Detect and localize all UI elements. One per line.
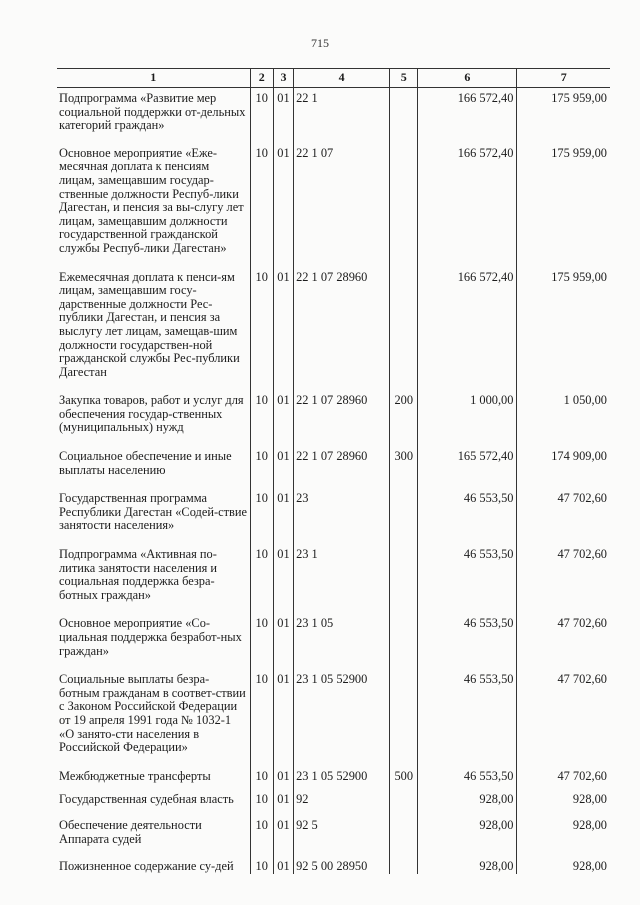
table-row bbox=[57, 267, 610, 391]
row-name-cell: Подпрограмма «Развитие мер социальной поддержки от-дельных категорий граждан» bbox=[59, 91, 246, 133]
table-row bbox=[57, 488, 610, 544]
section-cell: 10 bbox=[250, 856, 273, 874]
amount-year2-cell: 47 702,60 bbox=[517, 766, 610, 790]
section-cell: 10 bbox=[250, 267, 273, 391]
expense-type-cell: 300 bbox=[390, 446, 418, 488]
section-cell: 10 bbox=[250, 613, 273, 669]
row-name-cell: Государственная судебная власть bbox=[59, 792, 234, 807]
column-header: 6 bbox=[418, 69, 517, 88]
row-name-cell: Основное мероприятие «Со-циальная поддержка безработ-ных граждан» bbox=[59, 616, 242, 658]
target-code-cell: 92 5 00 28950 bbox=[294, 856, 390, 874]
amount-year2-cell: 47 702,60 bbox=[517, 669, 610, 766]
amount-year1-cell: 166 572,40 bbox=[418, 88, 517, 143]
amount-year1-cell: 928,00 bbox=[418, 856, 517, 874]
subsection-cell: 01 bbox=[273, 815, 293, 856]
table-row bbox=[57, 789, 610, 815]
row-name-cell: Социальные выплаты безра-ботным гражданам в соответ-ствии с Законом Российской Федерации от 19 апреля 1991 года № 1032-1 «О занято-сти населения в Российской Федерации» bbox=[59, 672, 246, 755]
section-cell: 10 bbox=[250, 544, 273, 613]
amount-year1-cell: 46 553,50 bbox=[418, 669, 517, 766]
table-row bbox=[57, 88, 610, 143]
row-name-cell: Подпрограмма «Активная по-литика занятости населения и социальная поддержка безра-ботных граждан» bbox=[59, 547, 218, 602]
subsection-cell: 01 bbox=[273, 544, 293, 613]
column-header: 1 bbox=[57, 69, 250, 88]
amount-year1-cell: 46 553,50 bbox=[418, 613, 517, 669]
amount-year2-cell: 174 909,00 bbox=[517, 446, 610, 488]
subsection-cell: 01 bbox=[273, 669, 293, 766]
amount-year2-cell: 47 702,60 bbox=[517, 613, 610, 669]
table-row bbox=[57, 143, 610, 267]
expense-type-cell bbox=[390, 789, 418, 815]
column-header: 4 bbox=[294, 69, 390, 88]
table-body bbox=[57, 88, 610, 874]
target-code-cell: 23 1 bbox=[294, 544, 390, 613]
row-name-cell: Государственная программа Республики Дагестан «Содей-ствие занятости населения» bbox=[59, 491, 247, 533]
amount-year2-cell: 175 959,00 bbox=[517, 143, 610, 267]
amount-year2-cell: 47 702,60 bbox=[517, 544, 610, 613]
column-header: 2 bbox=[250, 69, 273, 88]
target-code-cell: 92 bbox=[294, 789, 390, 815]
amount-year2-cell: 1 050,00 bbox=[517, 390, 610, 446]
page-number: 715 bbox=[311, 36, 329, 50]
subsection-cell: 01 bbox=[273, 446, 293, 488]
column-header: 5 bbox=[390, 69, 418, 88]
table-row bbox=[57, 613, 610, 669]
row-name-cell: Пожизненное содержание су-дей bbox=[59, 859, 234, 874]
expense-type-cell bbox=[390, 544, 418, 613]
target-code-cell: 22 1 07 bbox=[294, 143, 390, 267]
target-code-cell: 23 1 05 52900 bbox=[294, 766, 390, 790]
subsection-cell: 01 bbox=[273, 390, 293, 446]
table-row bbox=[57, 669, 610, 766]
section-cell: 10 bbox=[250, 143, 273, 267]
table-row bbox=[57, 766, 610, 790]
section-cell: 10 bbox=[250, 789, 273, 815]
row-name-cell: Межбюджетные трансферты bbox=[59, 768, 211, 783]
subsection-cell: 01 bbox=[273, 766, 293, 790]
target-code-cell: 22 1 bbox=[294, 88, 390, 143]
subsection-cell: 01 bbox=[273, 856, 293, 874]
section-cell: 10 bbox=[250, 815, 273, 856]
amount-year1-cell: 46 553,50 bbox=[418, 488, 517, 544]
table-row bbox=[57, 815, 610, 856]
amount-year1-cell: 928,00 bbox=[418, 789, 517, 815]
amount-year2-cell: 928,00 bbox=[517, 856, 610, 874]
amount-year1-cell: 166 572,40 bbox=[418, 267, 517, 391]
target-code-cell: 23 1 05 bbox=[294, 613, 390, 669]
table-row bbox=[57, 856, 610, 874]
target-code-cell: 22 1 07 28960 bbox=[294, 390, 390, 446]
subsection-cell: 01 bbox=[273, 488, 293, 544]
target-code-cell: 22 1 07 28960 bbox=[294, 267, 390, 391]
amount-year2-cell: 928,00 bbox=[517, 789, 610, 815]
expense-type-cell bbox=[390, 143, 418, 267]
row-name-cell: Ежемесячная доплата к пенси-ям лицам, замещавшим госу-дарственные должности Рес-публики Дагестан, и пенсия за выслугу лет лицам, замещав-шим должности государствен-ной гражданской службы Рес-публики Дагестан bbox=[59, 269, 240, 379]
amount-year2-cell: 47 702,60 bbox=[517, 488, 610, 544]
row-name-cell: Основное мероприятие «Еже-месячная доплата к пенсиям лицам, замещавшим государ-ственные должности Респуб-лики Дагестан, и пенсия за вы-слугу лет лицам, замещавшим должности государственной гражданской службы Респуб-лики Дагестан» bbox=[59, 145, 244, 255]
section-cell: 10 bbox=[250, 766, 273, 790]
amount-year2-cell: 175 959,00 bbox=[517, 267, 610, 391]
section-cell: 10 bbox=[250, 390, 273, 446]
target-code-cell: 23 1 05 52900 bbox=[294, 669, 390, 766]
section-cell: 10 bbox=[250, 88, 273, 143]
table-row bbox=[57, 390, 610, 446]
target-code-cell: 23 bbox=[294, 488, 390, 544]
amount-year1-cell: 46 553,50 bbox=[418, 766, 517, 790]
table-header-row bbox=[57, 69, 610, 88]
row-name-cell: Закупка товаров, работ и услуг для обеспечения государ-ственных (муниципальных) нужд bbox=[59, 393, 244, 435]
subsection-cell: 01 bbox=[273, 88, 293, 143]
row-name-cell: Обеспечение деятельности Аппарата судей bbox=[59, 817, 202, 846]
amount-year1-cell: 165 572,40 bbox=[418, 446, 517, 488]
budget-table bbox=[57, 68, 610, 874]
amount-year2-cell: 175 959,00 bbox=[517, 88, 610, 143]
section-cell: 10 bbox=[250, 488, 273, 544]
expense-type-cell: 200 bbox=[390, 390, 418, 446]
expense-type-cell: 500 bbox=[390, 766, 418, 790]
target-code-cell: 92 5 bbox=[294, 815, 390, 856]
column-header: 3 bbox=[273, 69, 293, 88]
subsection-cell: 01 bbox=[273, 143, 293, 267]
expense-type-cell bbox=[390, 88, 418, 143]
expense-type-cell bbox=[390, 488, 418, 544]
amount-year1-cell: 166 572,40 bbox=[418, 143, 517, 267]
expense-type-cell bbox=[390, 267, 418, 391]
expense-type-cell bbox=[390, 856, 418, 874]
subsection-cell: 01 bbox=[273, 613, 293, 669]
column-header: 7 bbox=[517, 69, 610, 88]
row-name-cell: Социальное обеспечение и иные выплаты населению bbox=[59, 449, 232, 477]
table-row bbox=[57, 544, 610, 613]
section-cell: 10 bbox=[250, 446, 273, 488]
target-code-cell: 22 1 07 28960 bbox=[294, 446, 390, 488]
table-row bbox=[57, 446, 610, 488]
amount-year1-cell: 928,00 bbox=[418, 815, 517, 856]
subsection-cell: 01 bbox=[273, 789, 293, 815]
amount-year1-cell: 1 000,00 bbox=[418, 390, 517, 446]
expense-type-cell bbox=[390, 613, 418, 669]
expense-type-cell bbox=[390, 815, 418, 856]
amount-year1-cell: 46 553,50 bbox=[418, 544, 517, 613]
expense-type-cell bbox=[390, 669, 418, 766]
subsection-cell: 01 bbox=[273, 267, 293, 391]
amount-year2-cell: 928,00 bbox=[517, 815, 610, 856]
section-cell: 10 bbox=[250, 669, 273, 766]
